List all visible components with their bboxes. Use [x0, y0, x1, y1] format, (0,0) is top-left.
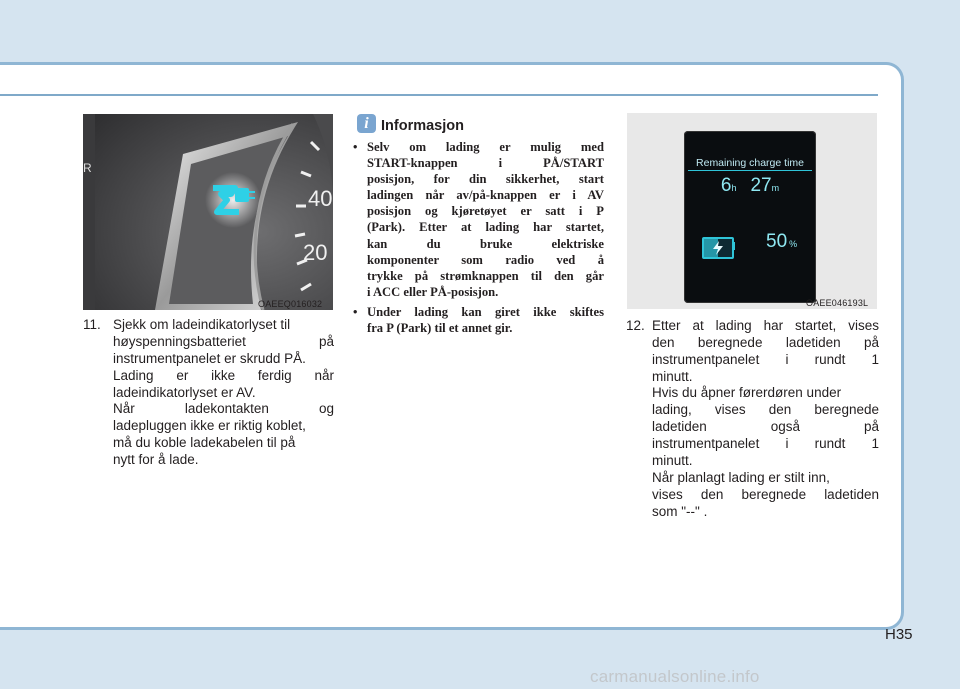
step-12-line: instrumentpanelet i rundt 1	[652, 352, 879, 367]
note-line: minutt.	[652, 453, 693, 468]
hours-unit: h	[731, 183, 737, 193]
info-bullet-2	[353, 304, 604, 336]
watermark: carmanualsonline.info	[590, 667, 760, 686]
bullet-dot: •	[353, 305, 358, 319]
figure-caption-left: OAEEQ016032	[258, 299, 323, 309]
bullet-line: trykke på strømknappen til den går	[367, 268, 604, 283]
note-line: Hvis du åpner førerdøren under	[652, 385, 842, 400]
bullet-line: Under lading kan giret ikke skiftes	[367, 305, 604, 319]
bullet-line: ladingen når av/på-knappen er i AV	[367, 188, 604, 203]
gauge-number-40: 40	[308, 186, 333, 211]
step-12-number: 12.	[626, 318, 645, 333]
minutes-value: 27	[750, 175, 772, 196]
gauge-number-20: 20	[303, 240, 328, 265]
note-line: ladepluggen ikke er riktig koblet,	[113, 418, 306, 433]
step-11-line: høyspenningsbatteriet på	[113, 334, 334, 349]
bullet-line: Selv om lading er mulig med	[367, 140, 604, 154]
step-11-line: instrumentpanelet er skrudd PÅ.	[113, 351, 306, 366]
battery-charging-icon	[702, 237, 734, 259]
charge-time	[684, 175, 816, 197]
figure-caption-right: OAEE046193L	[806, 298, 869, 308]
bullet-line: fra P (Park) til et annet gir.	[367, 321, 513, 336]
battery-percent-value: 50	[766, 231, 788, 252]
hours-value: 6	[720, 175, 732, 196]
bullet-line: START-knappen i PÅ/START	[367, 156, 604, 171]
step-11	[83, 316, 334, 401]
note-line: vises den beregnede ladetiden	[652, 487, 879, 502]
bullet-line: i ACC eller PÅ-posisjon.	[367, 284, 499, 299]
display-screen	[684, 131, 816, 303]
note-line: lading, vises den beregnede	[652, 402, 879, 417]
page-number: H35	[885, 626, 913, 643]
percent-unit: %	[789, 239, 798, 249]
bullet-line: komponenter som radio ved å	[367, 252, 604, 267]
step-12-line: den beregnede ladetiden på	[652, 335, 879, 350]
step-12-note-1	[652, 384, 879, 469]
note-line: Når ladekontakten og	[113, 401, 334, 416]
minutes-unit: m	[771, 183, 780, 193]
header-rule	[0, 94, 878, 96]
step-12-line: minutt.	[652, 369, 693, 384]
gear-letter: R	[83, 161, 92, 175]
note-line: må du koble ladekabelen til på	[113, 435, 296, 450]
bullet-line: posisjon, for din sikkerhet, start	[367, 172, 604, 187]
bullet-dot: •	[353, 140, 358, 154]
step-12	[626, 317, 879, 385]
cluster-figure	[83, 114, 333, 310]
info-icon: i	[357, 114, 376, 133]
step-11-line: Sjekk om ladeindikatorlyset til	[113, 317, 291, 332]
bullet-line: posisjon og kjøretøyet er satt i P	[367, 204, 604, 219]
bullet-line: kan du bruke elektriske	[367, 236, 604, 251]
note-line: ladetiden også på	[652, 419, 879, 434]
note-line: instrumentpanelet i rundt 1	[652, 436, 879, 451]
note-line: nytt for å lade.	[113, 452, 199, 467]
step-11-line: ladeindikatorlyset er AV.	[113, 385, 256, 400]
charge-display-figure	[627, 113, 877, 309]
info-title: Informasjon	[381, 118, 464, 134]
display-title: Remaining charge time	[696, 157, 804, 169]
display-divider	[688, 170, 812, 171]
bullet-line: (Park). Etter at lading har startet,	[367, 220, 604, 235]
step-11-note	[113, 400, 334, 468]
step-11-number: 11.	[83, 317, 101, 332]
info-bullet-1	[353, 139, 604, 300]
battery-percent	[766, 231, 797, 253]
note-line: som "--" .	[652, 504, 708, 519]
cluster-illustration	[83, 114, 333, 310]
battery-terminal	[732, 242, 735, 250]
step-12-note-2	[652, 469, 879, 520]
step-11-line: Lading er ikke ferdig når	[113, 368, 334, 383]
note-line: Når planlagt lading er stilt inn,	[652, 470, 830, 485]
step-12-line: Etter at lading har startet, vises	[652, 318, 879, 333]
